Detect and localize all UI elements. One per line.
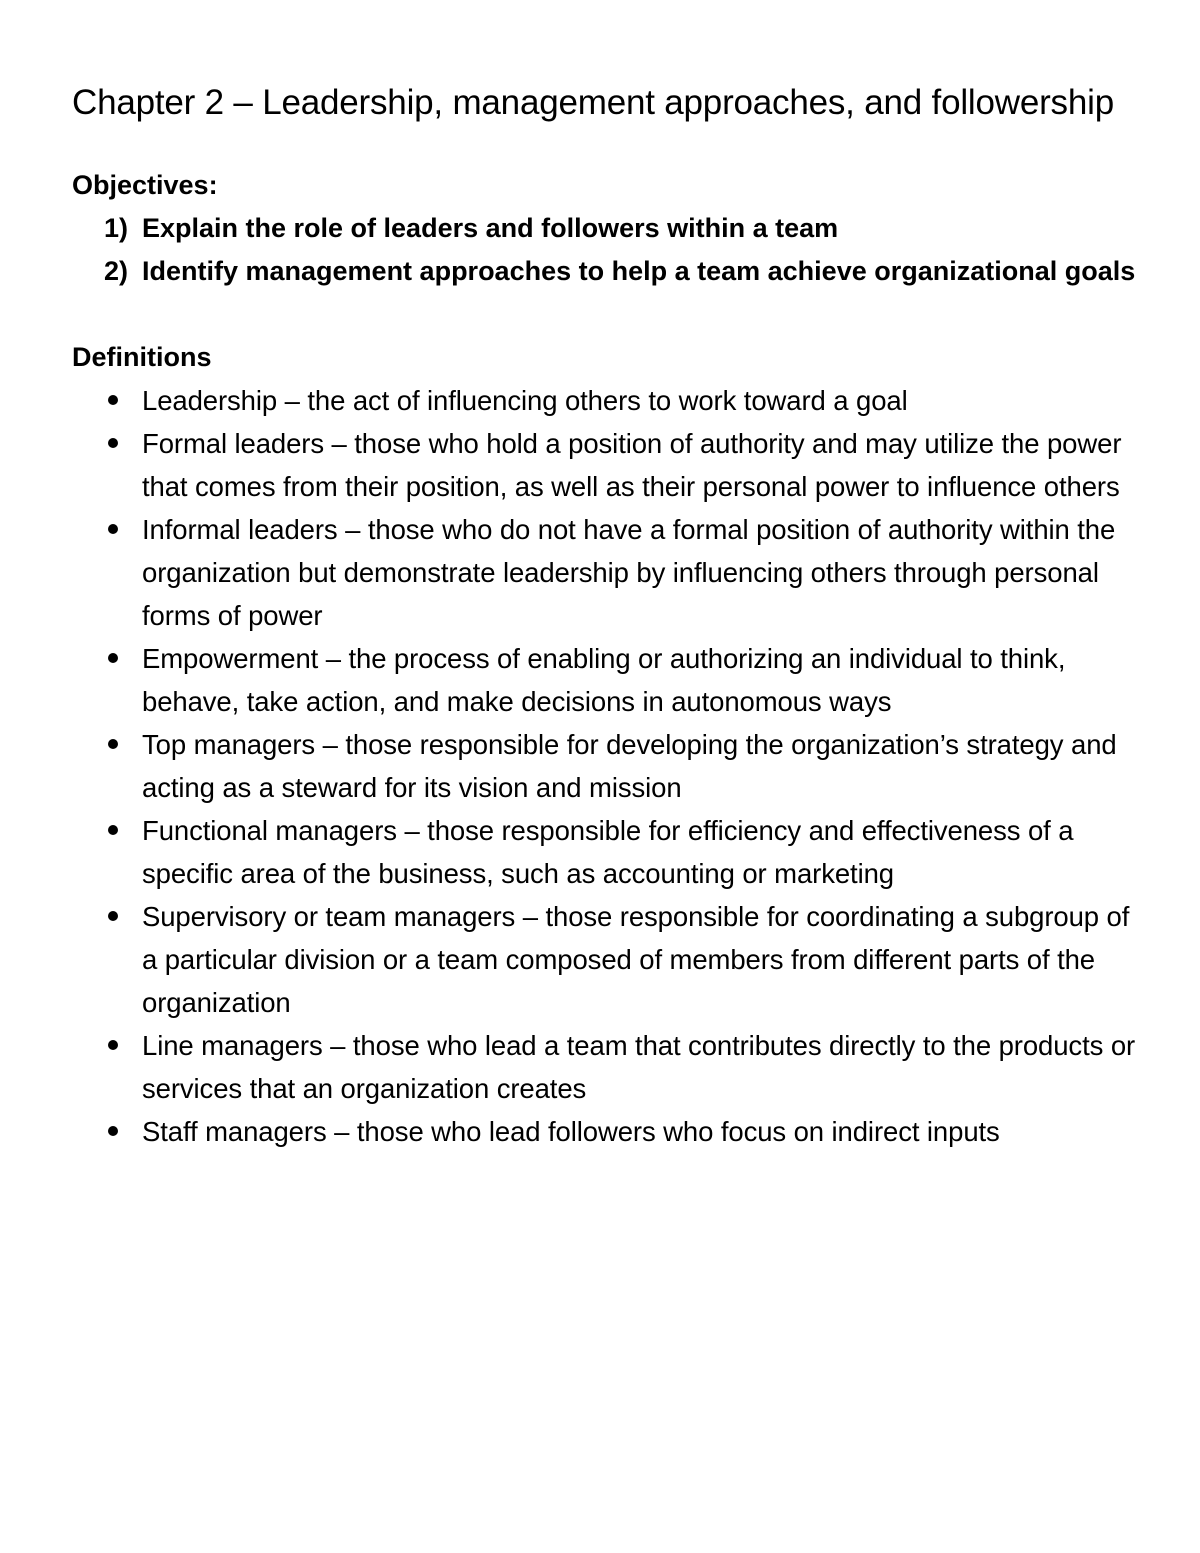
objectives-list <box>72 207 1142 293</box>
page-title: Chapter 2 – Leadership, management approaches, and followership <box>72 83 1114 122</box>
definition-text: Functional managers – those responsible for efficiency and effectiveness of a specific area of the business, such as accounting or marketing <box>142 815 1074 889</box>
definition-item <box>72 723 1142 809</box>
document-page <box>72 78 1142 1153</box>
definition-item <box>72 508 1142 637</box>
definition-item <box>72 422 1142 508</box>
objective-item <box>72 207 1142 250</box>
bullet-icon <box>108 739 118 749</box>
definition-item <box>72 1024 1142 1110</box>
objective-number: 1) <box>104 213 129 243</box>
definition-text: Staff managers – those who lead followers who focus on indirect inputs <box>142 1116 1000 1147</box>
bullet-icon <box>108 825 118 835</box>
bullet-icon <box>108 438 118 448</box>
objective-text: Explain the role of leaders and followers within a team <box>142 213 839 243</box>
definition-item <box>72 1110 1142 1153</box>
objectives-heading: Objectives: <box>72 170 218 200</box>
definition-text: Empowerment – the process of enabling or authorizing an individual to think, behave, take action, and make decisions in autonomous ways <box>142 643 1066 717</box>
definition-text: Line managers – those who lead a team that contributes directly to the products or services that an organization creates <box>142 1030 1136 1104</box>
bullet-icon <box>108 1040 118 1050</box>
bullet-icon <box>108 524 118 534</box>
objective-text: Identify management approaches to help a team achieve organizational goals <box>142 256 1136 286</box>
bullet-icon <box>108 395 118 405</box>
objective-number: 2) <box>104 256 129 286</box>
definition-text: Leadership – the act of influencing others to work toward a goal <box>142 385 908 416</box>
definition-item <box>72 637 1142 723</box>
definitions-heading: Definitions <box>72 342 212 372</box>
bullet-icon <box>108 1126 118 1136</box>
bullet-icon <box>108 653 118 663</box>
bullet-icon <box>108 911 118 921</box>
definition-item <box>72 895 1142 1024</box>
objective-item <box>72 250 1142 293</box>
definitions-list <box>72 379 1142 1153</box>
definition-text: Supervisory or team managers – those responsible for coordinating a subgroup of a particular division or a team composed of members from different parts of the organization <box>142 901 1130 1018</box>
definition-item <box>72 379 1142 422</box>
definition-item <box>72 809 1142 895</box>
definition-text: Top managers – those responsible for developing the organization’s strategy and acting as a steward for its vision and mission <box>142 729 1117 803</box>
definition-text: Formal leaders – those who hold a position of authority and may utilize the power that comes from their position, as well as their personal power to influence others <box>142 428 1122 502</box>
definition-text: Informal leaders – those who do not have a formal position of authority within the organization but demonstrate leadership by influencing others through personal forms of power <box>142 514 1116 631</box>
